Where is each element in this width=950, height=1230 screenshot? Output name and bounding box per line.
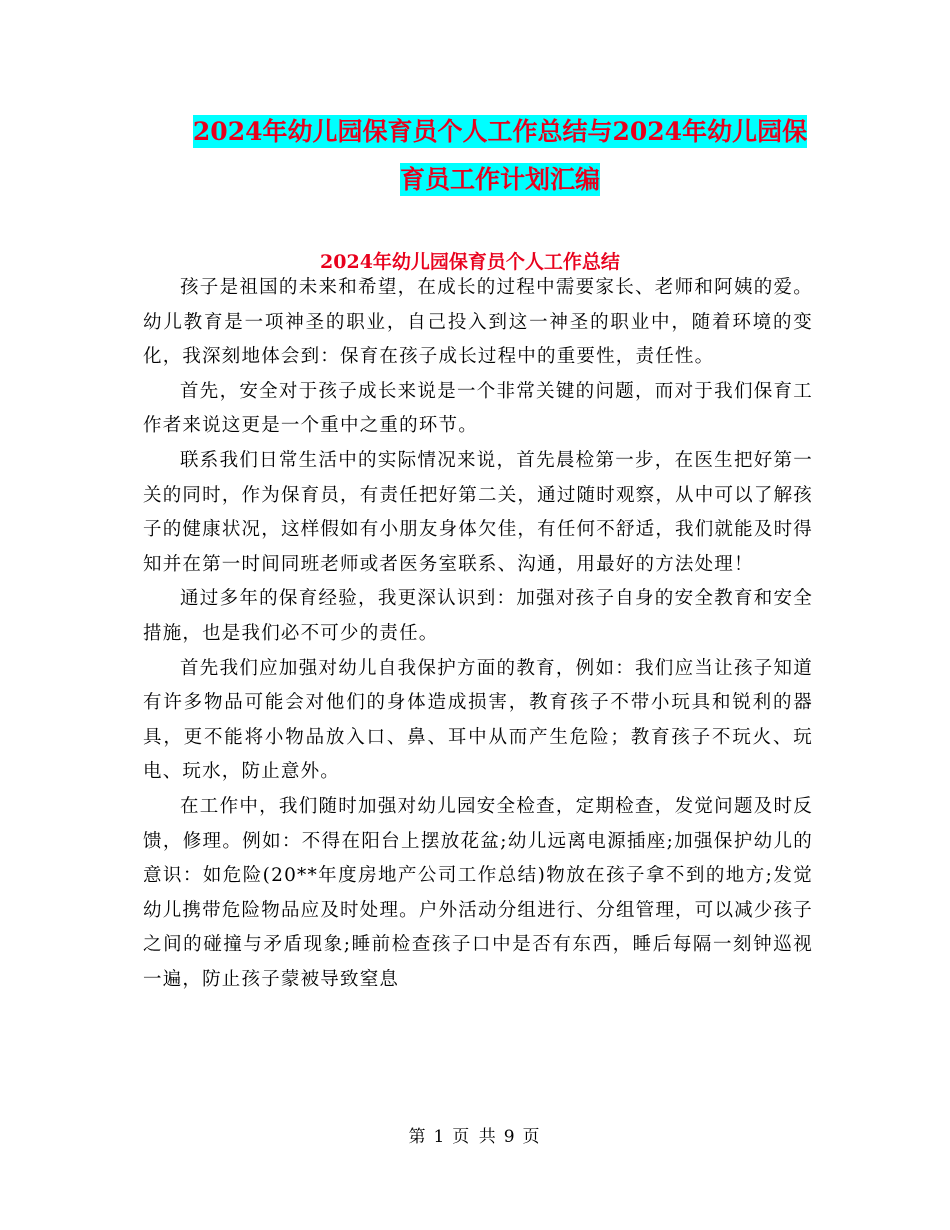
paragraph: 通过多年的保育经验，我更深认识到：加强对孩子自身的安全教育和安全措施，也是我们必不可少的责任。 bbox=[143, 588, 813, 644]
section-title: 2024年幼儿园保育员个人工作总结 bbox=[320, 251, 620, 273]
paragraph: 首先我们应加强对幼儿自我保护方面的教育，例如：我们应当让孩子知道有许多物品可能会对他们的身体造成损害，教育孩子不带小玩具和锐利的器具，更不能将小物品放入口、鼻、耳中从而产生危险；教育孩子不玩火、玩电、玩水，防止意外。 bbox=[143, 657, 813, 783]
paragraph: 孩子是祖国的未来和希望，在成长的过程中需要家长、老师和阿姨的爱。幼儿教育是一项神圣的职业，自己投入到这一神圣的职业中，随着环境的变化，我深刻地体会到：保育在孩子成长过程中的重要性，责任性。 bbox=[143, 277, 813, 368]
page-footer bbox=[0, 1122, 950, 1147]
title-line-2: 育员工作计划汇编 bbox=[399, 165, 600, 194]
page-number: 1 bbox=[433, 1127, 447, 1147]
paragraph: 在工作中，我们随时加强对幼儿园安全检查，定期检查，发觉问题及时反馈，修理。例如：不得在阳台上摆放花盆;幼儿远离电源插座;加强保护幼儿的意识：如危险(20**年度房地产公司工作总结)物放在孩子拿不到的地方;发觉幼儿携带危险物品应及时处理。户外活动分组进行、分组管理，可以减少孩子之间的碰撞与矛盾现象;睡前检查孩子口中是否有东西，睡后每隔一刻钟巡视一遍，防止孩子蒙被导致窒息 bbox=[143, 795, 813, 990]
paragraph: 首先，安全对于孩子成长来说是一个非常关键的问题，而对于我们保育工作者来说这更是一个重中之重的环节。 bbox=[143, 380, 813, 437]
document-body bbox=[143, 271, 813, 997]
total-pages: 9 bbox=[503, 1127, 517, 1147]
paragraph: 联系我们日常生活中的实际情况来说，首先晨检第一步，在医生把好第一关的同时，作为保育员，有责任把好第二关，通过随时观察，从中可以了解孩子的健康状况，这样假如有小朋友身体欠佳，有任何不舒适，我们就能及时得知并在第一时间同班老师或者医务室联系、沟通，用最好的方法处理！ bbox=[143, 449, 813, 575]
document-title bbox=[130, 108, 870, 204]
footer-suffix: 页 bbox=[522, 1127, 542, 1147]
title-line-1: 2024年幼儿园保育员个人工作总结与2024年幼儿园保 bbox=[192, 117, 808, 146]
footer-prefix: 第 bbox=[408, 1127, 428, 1147]
footer-middle: 页 共 bbox=[452, 1127, 498, 1147]
